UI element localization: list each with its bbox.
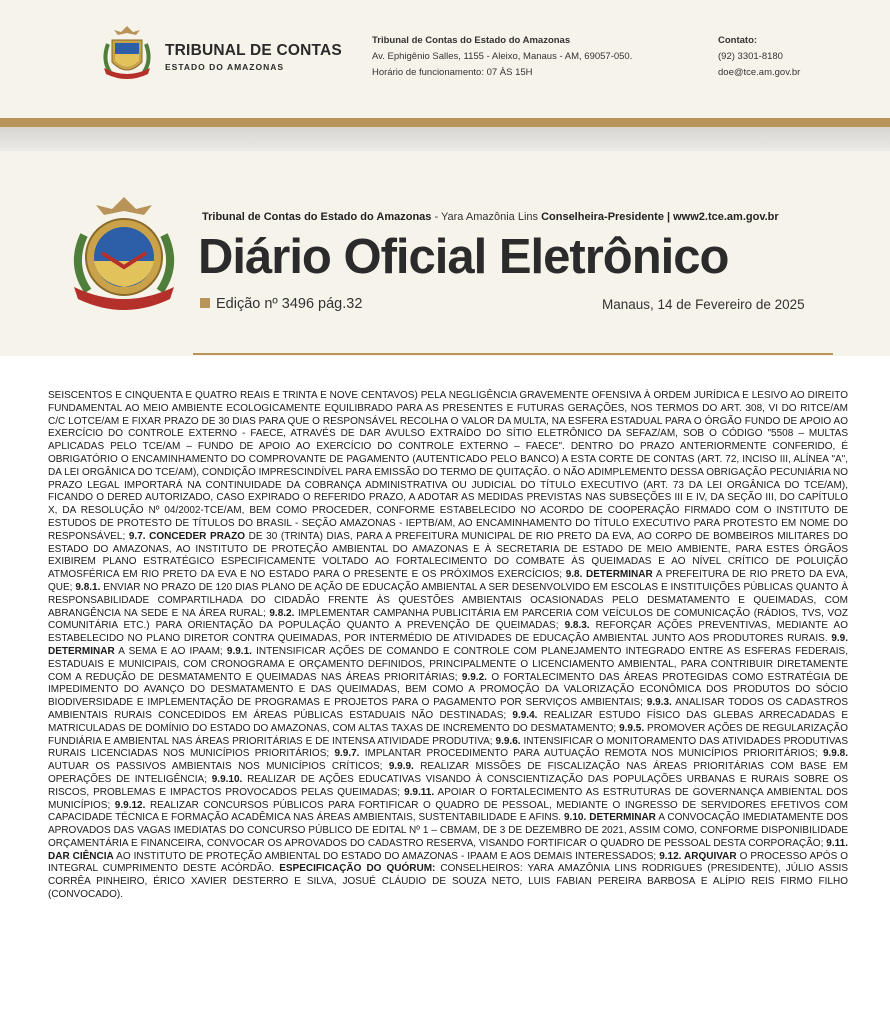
body-bold-segment: 9.9.8. [822,748,848,760]
publication-date: Manaus, 14 de Fevereiro de 2025 [602,297,805,312]
gold-divider-band [0,118,890,127]
masthead-org: Tribunal de Contas do Estado do Amazonas [202,211,432,223]
body-text-segment: REALIZAR ESTUDO FÍSICO DAS GLEBAS ARRECADADAS E MATRICULADAS DE DOMÍNIO DO ESTADO DO AMAZONAS, COM ALTAS TAXAS DE INCREMENTO DO DESMATAMENTO; [48,709,849,734]
body-bold-segment: 9.7. CONCEDER PRAZO [128,530,246,542]
body-bold-segment: 9.9.11. [404,786,435,798]
body-text-segment: A SEMA E AO IPAAM; [114,645,227,657]
body-text-segment: REALIZAR DE AÇÕES EDUCATIVAS VISANDO À CONSCIENTIZAÇÃO DAS POPULAÇÕES URBANAS E RURAIS SOBRE OS RISCOS, PROBLEMAS E IMPACTOS PROVOCADOS PELAS QUEIMADAS; [48,773,849,798]
masthead-role-site: Conselheira-Presidente | www2.tce.am.gov.br [541,211,779,223]
letterhead-info [372,33,632,81]
body-text-segment: AUTUAR OS PASSIVOS AMBIENTAIS NOS MUNICÍPIOS CRÍTICOS; [48,761,389,773]
body-bold-segment: 9.11. DAR CIÊNCIA [48,837,848,862]
body-text-segment: REALIZAR MISSÕES DE FISCALIZAÇÃO NAS ÁREAS PRIORITÁRIAS COM BASE EM OPERAÇÕES DE INTELIGÊNCIA; [48,761,848,785]
body-text-segment: INTENSIFICAR O MONITORAMENTO DAS ATIVIDADES PRODUTIVAS RURAIS LICENCIADAS NOS MUNICÍPIOS PRIORITÁRIOS; [48,735,848,760]
body-bold-segment: 9.8.1. [75,581,101,593]
brand-subtitle: ESTADO DO AMAZONAS [165,62,285,72]
edition-label [200,296,362,312]
header-rule [193,353,833,355]
edition-square-icon [200,298,210,308]
body-bold-segment: 9.8. DETERMINAR [565,569,653,581]
body-text-segment: AO INSTITUTO DE PROTEÇÃO AMBIENTAL DO ESTADO DO AMAZONAS - IPAAM E AOS DEMAIS INTERESSADOS; [113,850,660,862]
body-bold-segment: 9.9.2. [461,671,487,683]
body-text-segment: A CONVOCAÇÃO IMEDIATAMENTE DOS APROVADOS DAS VAGAS IMEDIATAS DO CONCURSO PÚBLICO DE EDITAL Nº 1 – CBMAM, DE 3 DE DEZEMBRO DE 2021, ASSIM COMO, CONFORME DISPONIBILIDADE ORÇAMENTÁRIA E FINANCEIRA, CONVOCAR OS APROVADOS DO CADASTRO RESERVA, VISANDO FORTIFICAR O QUADRO DE PESSOAL DESTA CORPORAÇÃO; [48,812,849,849]
body-text-segment: CONSELHEIROS: YARA AMAZÔNIA LINS RODRIGUES (PRESIDENTE), JÚLIO ASSIS CORRÊA PINHEIRO, ÉRICO XAVIER DESTERRO E SILVA, JOSUÉ CLÁUDIO DE SOUZA NETO, LUIS FABIAN PEREIRA BARBOSA E ALÍPIO REIS FIRMO FILHO (CONVOCADO). [48,863,848,901]
masthead-president: - Yara Amazônia Lins [431,211,542,223]
tce-am-seal-icon [60,191,188,321]
document-body [48,390,848,902]
contact-email: doe@tce.am.gov.br [718,67,801,78]
page-separator [0,127,890,151]
body-bold-segment: 9.9. DETERMINAR [48,633,848,657]
body-bold-segment: 9.9.6. [495,735,521,747]
body-text-segment: IMPLEMENTAR CAMPANHA PUBLICITÁRIA EM PARCERIA COM VEÍCULOS DE COMUNICAÇÃO (RÁDIOS, TVS, VOZ COMUNITÁRIA ETC.) PARA ORIENTAÇÃO DA POPULAÇÃO QUANTO A PREVENÇÃO DE QUEIMADAS; [48,607,849,632]
body-text-segment: O PROCESSO APÓS O INTEGRAL CUMPRIMENTO DESTE ACÓRDÃO. [48,850,848,875]
info-hours: Horário de funcionamento: 07 ÀS 15H [372,67,533,78]
letterhead-contact [718,33,800,81]
body-bold-segment: 9.9.10. [211,773,243,785]
body-text-segment: ENVIAR NO PRAZO DE 120 DIAS PLANO DE AÇÃO DE EDUCAÇÃO AMBIENTAL A SER DESENVOLVIDO EM ESCOLAS E INSTITUIÇÕES PÚBLICAS QUANTO À RESPONSABILIDADE COMPARTILHADA DO CIDADÃO FRENTE ÀS QUESTÕES AMBIENTAIS OCASIONADAS PELO DESMATAMENTO E QUEIMADAS, COM ABRANGÊNCIA NA SEDE E NA ÁREA RURAL; [48,581,848,619]
brand-name: TRIBUNAL DE CONTAS [165,42,342,59]
letterhead-brand [165,42,342,72]
body-bold-segment: ESPECIFICAÇÃO DO QUÓRUM: [279,863,436,875]
body-bold-segment: 9.10. DETERMINAR [564,812,656,824]
body-text-segment: O FORTALECIMENTO DAS ÁREAS PROTEGIDAS COMO ESTRATÉGIA DE IMPEDIMENTO DO AVANÇO DO DESMATAMENTO E DAS QUEIMADAS, BEM COMO A PROMOÇÃO DA VALORIZAÇÃO ECONÔMICA DOS PRODUTOS DO SÓCIO BIODIVERSIDADE E IMPLEMENTAÇÃO DE PROGRAMAS E PROJETOS PARA O PAGAMENTO POR SERVIÇOS AMBIENTAIS; [48,671,848,709]
body-text-segment: SEISCENTOS E CINQUENTA E QUATRO REAIS E TRINTA E NOVE CENTAVOS) PELA NEGLIGÊNCIA GRAVEMENTE OFENSIVA À ORDEM JURÍDICA E LESIVO AO DIREITO FUNDAMENTAL AO MEIO AMBIENTE ECOLOGICAMENTE EQUILIBRADO PARA AS PRESENTES E FUTURAS GERAÇÕES, NOS TERMOS DO ART. 308, VI DO RITCE/AM C/C LOTCE/AM E FIXAR PRAZO DE 30 DIAS PARA QUE O RESPONSÁVEL RECOLHA O VALOR DA MULTA, NA ESFERA ESTADUAL PARA O ÓRGÃO FUNDO DE APOIO AO EXERCÍCIO DO CONTROLE EXTERNO - FAECE, ATRAVÉS DE DAR AVULSO EXTRAÍDO DO SÍTIO ELETRÔNICO DA SEFAZ/AM, SOB O CÓDIGO "5508 – MULTAS APLICADAS PELO TCE/AM – FUNDO DE APOIO AO EXERCÍCIO DO CONTROLE EXTERNO – FAECE". DENTRO DO PRAZO ANTERIORMENTE CONFERIDO, É OBRIGATÓRIO O ENCAMINHAMENTO DO COMPROVANTE DE PAGAMENTO (AUTENTICADO PELO BANCO) A ESTA CORTE DE CONTAS (ART. 72, INCISO III, ALÍNEA "A", DA LEI ORGÂNICA DO TCE/AM), CONDIÇÃO IMPRESCINDÍVEL PARA EMISSÃO DO TERMO DE QUITAÇÃO. O NÃO ADIMPLEMENTO DESSA OBRIGAÇÃO PECUNIÁRIA NO PRAZO LEGAL IMPORTARÁ NA CONTINUIDADE DA COBRANÇA ADMINISTRATIVA OU JUDICIAL DO TÍTULO EXECUTIVO (ART. 73 DA LEI ORGÂNICA DO TCE/AM), FICANDO O DERED AUTORIZADO, CASO EXPIRADO O REFERIDO PRAZO, A ADOTAR AS MEDIDAS PREVISTAS NAS SUBSEÇÕES III E IV, DA SEÇÃO III, DO CAPÍTULO X, DA RESOLUÇÃO Nº 04/2002-TCE/AM, BEM COMO PROCEDER, CONFORME ESTABELECIDO NO ACORDO DE COOPERAÇÃO FIRMADO COM O INSTITUTO DE ESTUDOS DE PROTESTO DE TÍTULOS DO BRASIL - SEÇÃO AMAZONAS - IEPTB/AM, AO ENCAMINHAMENTO DO TÍTULO EXECUTIVO PARA PROTESTO EM NOME DO RESPONSÁVEL; [48,390,848,542]
body-text-segment: REALIZAR CONCURSOS PÚBLICOS PARA FORTIFICAR O QUADRO DE PESSOAL, MEDIANTE O INGRESSO DE SERVIDORES EFETIVOS COM CAPACIDADE TÉCNICA E FORMAÇÃO ACADÊMICA NAS ÁREAS AMBIENTAIS, SUSTENTABILIDADE E AFINS. [48,799,848,824]
edition-text: Edição nº 3496 pág.32 [216,296,363,312]
body-bold-segment: 9.9.5. [619,722,645,734]
diario-masthead-line [202,211,779,223]
body-text-segment: INTENSIFICAR AÇÕES DE COMANDO E CONTROLE COM PLANEJAMENTO INTEGRADO ENTRE AS ESFERAS FEDERAIS, ESTADUAIS E MUNICIPAIS, COM CRONOGRAMA E ORÇAMENTO DEFINIDOS, PRINCIPALMENTE O LICENCIAMENTO AMBIENTAL, PARA CONTRIBUIR DIRETAMENTE COM A REDUÇÃO DE DESMATAMENTO E QUEIMADAS NAS ÁREAS PRIORITÁRIAS; [48,645,849,683]
body-text-segment: ANALISAR TODOS OS CADASTROS AMBIENTAIS RURAIS CONCEDIDOS EM ÁREAS PÚBLICAS ESTADUAIS NÃO DESTINADAS; [48,697,848,721]
contact-phone: (92) 3301-8180 [718,51,783,62]
body-bold-segment: 9.12. ARQUIVAR [659,850,737,862]
body-text-segment: IMPLANTAR PROCEDIMENTO PARA AUTUAÇÃO REMOTA NOS MUNICÍPIOS PRIORITÁRIOS; [359,748,823,760]
body-bold-segment: 9.8.2. [269,607,295,619]
diario-title: Diário Oficial Eletrônico [198,230,729,284]
body-bold-segment: 9.9.3. [646,697,672,709]
body-bold-segment: 9.9.4. [512,709,538,721]
body-bold-segment: 9.9.1. [226,645,252,657]
diario-header [0,151,890,356]
body-bold-segment: 9.9.12. [114,799,146,811]
body-text-segment: A PREFEITURA DE RIO PRETO DA EVA, QUE; [48,569,849,593]
body-text-segment: APOIAR O FORTALECIMENTO AS ESTRUTURAS DE GOVERNANÇA AMBIENTAL DOS MUNICÍPIOS; [48,786,848,811]
contact-title: Contato: [718,35,758,46]
letterhead [0,0,890,118]
body-text-segment: REFORÇAR AÇÕES PREVENTIVAS, MEDIANTE AO ESTABELECIDO NO PLANO DIRETOR CONTRA QUEIMADAS, POR INTERMÉDIO DE ATIVIDADES DE EDUCAÇÃO AMBIENTAL JUNTO AOS PRODUTORES RURAIS. [48,620,848,645]
body-bold-segment: 9.9.7. [334,748,360,760]
body-bold-segment: 9.8.3. [564,620,590,632]
body-bold-segment: 9.9.9. [388,761,414,773]
info-title: Tribunal de Contas do Estado do Amazonas [372,35,571,46]
info-address: Av. Ephigênio Salles, 1155 - Aleixo, Manaus - AM, 69057-050. [372,51,633,62]
tce-am-emblem-icon [96,22,158,86]
body-text-segment: PROMOVER AÇÕES DE REGULARIZAÇÃO FUNDIÁRIA E AMBIENTAL NAS ÁREAS PRIORITÁRIAS E DE INTENSA ATIVIDADE PRODUTIVA; [48,722,848,747]
body-text-segment: DE 30 (TRINTA) DIAS, PARA A PREFEITURA MUNICIPAL DE RIO PRETO DA EVA, AO CORPO DE BOMBEIROS MILITARES DO ESTADO DO AMAZONAS, AO INSTITUTO DE PROTEÇÃO AMBIENTAL DO AMAZONAS E À SECRETARIA DE ESTADO DE MEIO AMBIENTE, PARA ESTES ÓRGÃOS EXIBIREM PLANO ESTRATÉGICO ESPECIFICAMENTE VOLTADO AO FORTALECIMENTO DO COMBATE ÀS QUEIMADAS E AO NÍVEL CRÍTICO DE POLUIÇÃO ATMOSFÉRICA EM RIO PRETO DA EVA E NO ESTADO PARA O PRESENTE E OS PRÓXIMOS EXERCÍCIOS; [48,530,848,581]
